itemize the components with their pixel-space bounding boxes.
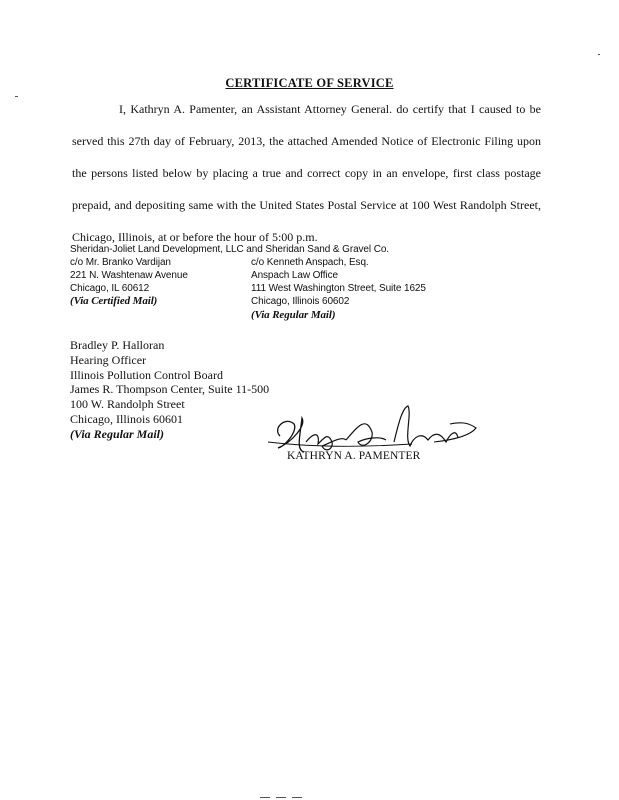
paragraph-line-1: I, Kathryn A. Pamenter, an Assistant Attorney General. do certify that I caused to be (119, 102, 541, 116)
scan-mark (598, 54, 600, 55)
certificate-title: CERTIFICATE OF SERVICE (225, 76, 394, 90)
recipient-right-line-1: c/o Kenneth Anspach, Esq. (251, 257, 369, 268)
officer-line-4: James R. Thompson Center, Suite 11-500 (70, 382, 270, 397)
officer-line-5: 100 W. Randolph Street (70, 397, 185, 412)
recipient-right-line-3: 111 West Washington Street, Suite 1625 (251, 283, 426, 294)
officer-line-3: Illinois Pollution Control Board (70, 367, 224, 382)
recipient-right-method: (Via Regular Mail) (251, 309, 336, 321)
party-header: Sheridan-Joliet Land Development, LLC and Sheridan Sand & Gravel Co. (70, 244, 389, 255)
signatory-name: KATHRYN A. PAMENTER (287, 450, 421, 462)
recipient-left-line-3: Chicago, IL 60612 (70, 283, 150, 294)
hearing-officer-address (70, 338, 269, 442)
recipient-right-line-2: Anspach Law Office (251, 270, 338, 281)
officer-method: (Via Regular Mail) (70, 426, 165, 441)
paragraph-line-3: the persons listed below by placing a true and correct copy in an envelope, first class postage (72, 166, 541, 180)
scan-mark (260, 797, 270, 798)
scan-mark (15, 96, 18, 97)
recipient-left-line-1: c/o Mr. Branko Vardijan (70, 257, 171, 268)
paragraph-line-5: Chicago, Illinois, at or before the hour of 5:00 p.m. (72, 230, 318, 244)
recipient-left-method: (Via Certified Mail) (70, 295, 158, 307)
officer-line-6: Chicago, Illinois 60601 (70, 411, 183, 426)
recipient-left-line-2: 221 N. Washtenaw Avenue (70, 270, 188, 281)
recipient-right-line-4: Chicago, Illinois 60602 (251, 296, 350, 307)
paragraph-line-2: served this 27th day of February, 2013, the attached Amended Notice of Electronic Filing upon (72, 134, 541, 148)
scan-mark (292, 797, 302, 798)
officer-line-2: Hearing Officer (70, 352, 147, 367)
scan-mark (276, 797, 286, 798)
paragraph-line-4: prepaid, and depositing same with the United States Postal Service at 100 West Randolph Street, (72, 198, 541, 212)
officer-line-1: Bradley P. Halloran (70, 338, 165, 352)
